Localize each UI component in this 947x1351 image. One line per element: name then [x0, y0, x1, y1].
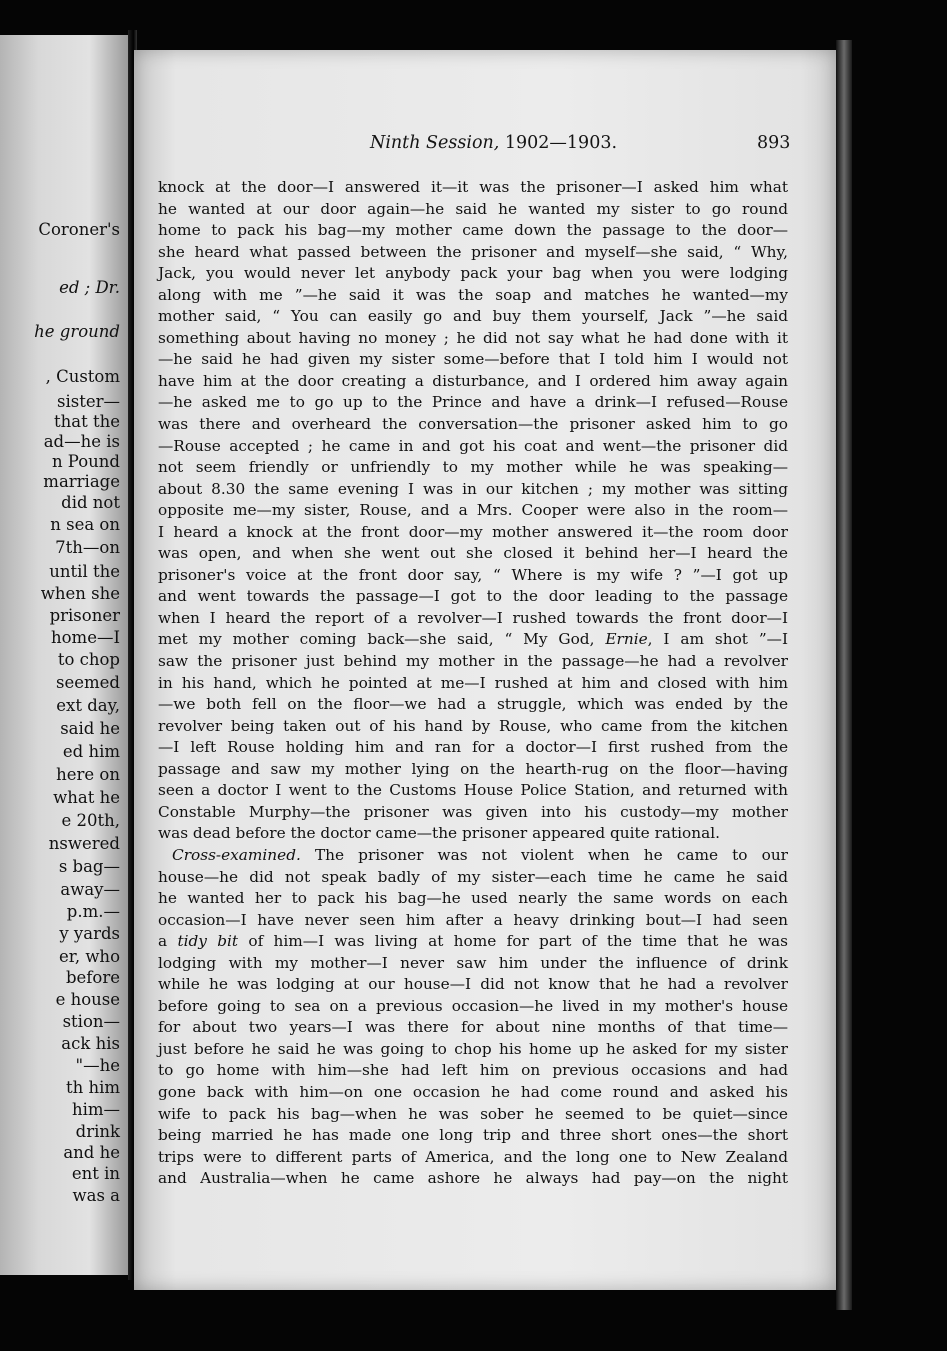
text-line: home to pack his bag—my mother came down the passage to the door—: [158, 221, 788, 240]
text-line: wife to pack his bag—when he was sober he seemed to be quiet—since: [158, 1104, 788, 1123]
text-line: mother said, “ You can easily go and buy them yourself, Jack ”—he said: [158, 307, 788, 326]
text-line: trips were to different parts of America, and the long one to New Zealand: [158, 1147, 788, 1166]
facing-page-line: s bag—: [58, 857, 120, 876]
text-line: for about two years—I was there for about nine months of that time—: [158, 1018, 788, 1037]
facing-page-line: , Custom: [45, 367, 120, 386]
text-line: just before he said he was going to chop his home up he asked for my sister: [158, 1039, 788, 1058]
text-line: and went towards the passage—I got to the door leading to the passage: [158, 587, 788, 606]
text-line: was there and overheard the conversation—the prisoner asked him to go: [158, 415, 788, 434]
facing-page-line: "—he: [75, 1056, 120, 1075]
text-line: Jack, you would never let anybody pack your bag when you were lodging: [158, 264, 788, 283]
text-line: —he said he had given my sister some—before that I told him I would not: [158, 350, 788, 369]
facing-page-line: y yards: [59, 924, 120, 943]
text-line: a tidy bit of him—I was living at home for part of the time that he was: [158, 932, 789, 951]
facing-page-line: and he: [63, 1143, 120, 1162]
text-line: lodging with my mother—I never saw him under the influence of drink: [158, 953, 788, 972]
text-line: —Rouse accepted ; he came in and got his coat and went—the prisoner did: [158, 436, 788, 455]
facing-page-line: ent in: [71, 1164, 120, 1183]
facing-page-line: here on: [56, 765, 120, 784]
running-title-session: Ninth Session,: [370, 133, 500, 153]
text-line: before going to sea on a previous occasion—he lived in my mother's house: [158, 996, 788, 1015]
facing-page-line: e 20th,: [61, 811, 120, 830]
text-line: met my mother coming back—she said, “ My God, Ernie, I am shot ”—I: [158, 630, 788, 649]
running-title-years: 1902—1903.: [499, 133, 618, 153]
text-line: in his hand, which he pointed at me—I rushed at him and closed with him: [158, 673, 788, 692]
page-body-text: [158, 177, 788, 1190]
facing-page-line: n sea on: [50, 515, 120, 534]
text-line: I heard a knock at the front door—my mother answered it—the room door: [158, 522, 788, 541]
facing-page-line: away—: [60, 880, 120, 899]
text-line: and Australia—when he came ashore he always had pay—on the night: [158, 1169, 788, 1188]
text-line: he wanted at our door again—he said he wanted my sister to go round: [158, 199, 788, 218]
text-line: Constable Murphy—the prisoner was given into his custody—my mother: [158, 802, 788, 821]
facing-page-line: said he: [60, 719, 120, 738]
facing-page-line: that the: [54, 412, 120, 431]
facing-page-line: e house: [55, 990, 120, 1009]
text-line: Cross-examined. The prisoner was not violent when he came to our: [172, 845, 788, 864]
facing-page-line: prisoner: [49, 606, 120, 625]
facing-page-line: ad—he is: [43, 432, 120, 451]
facing-page-line: him—: [71, 1100, 120, 1119]
text-line: house—he did not speak badly of my sister—each time he came he said: [158, 867, 788, 886]
text-line: about 8.30 the same evening I was in our kitchen ; my mother was sitting: [158, 479, 788, 498]
text-line: seen a doctor I went to the Customs House Police Station, and returned with: [158, 781, 788, 800]
facing-page-line: Coroner's: [38, 220, 120, 239]
running-header: [370, 133, 617, 153]
facing-page-line: sister—: [57, 392, 120, 411]
text-line: prisoner's voice at the front door say, “ Where is my wife ? ”—I got up: [158, 565, 788, 584]
facing-page-line: did not: [61, 493, 120, 512]
text-line: he wanted her to pack his bag—he used nearly the same words on each: [158, 889, 788, 908]
text-line: being married he has made one long trip and three short ones—the short: [158, 1126, 788, 1145]
facing-page-line: th him: [65, 1078, 120, 1097]
text-line: not seem friendly or unfriendly to my mother while he was speaking—: [158, 458, 788, 477]
text-line: saw the prisoner just behind my mother in the passage—he had a revolver: [158, 652, 788, 671]
facing-page-line: seemed: [56, 673, 120, 692]
text-line: —I left Rouse holding him and ran for a doctor—I first rushed from the: [158, 738, 788, 757]
facing-page-line: 7th—on: [55, 538, 120, 557]
text-line: —he asked me to go up to the Prince and have a drink—I refused—Rouse: [158, 393, 788, 412]
facing-page-line: ed ; Dr.: [59, 278, 120, 297]
text-line: knock at the door—I answered it—it was the prisoner—I asked him what: [158, 178, 788, 196]
facing-page-line: nswered: [48, 834, 120, 853]
facing-page-line: ack his: [61, 1034, 120, 1053]
facing-page-line: when she: [40, 584, 120, 603]
text-line: have him at the door creating a disturbance, and I ordered him away again: [158, 371, 788, 390]
text-line: —we both fell on the floor—we had a struggle, which was ended by the: [158, 695, 788, 714]
text-line: when I heard the report of a revolver—I rushed towards the front door—I: [158, 608, 788, 627]
facing-page-line: to chop: [57, 650, 120, 669]
facing-page-line: ed him: [62, 742, 120, 761]
facing-page-line: er, who: [58, 947, 120, 966]
facing-page-line: what he: [53, 788, 120, 807]
text-line: revolver being taken out of his hand by Rouse, who came from the kitchen: [158, 716, 788, 735]
page-edge: [836, 40, 852, 1310]
facing-page-line: was a: [72, 1186, 120, 1205]
facing-page-line: home—I: [51, 628, 120, 647]
facing-page-line: ext day,: [56, 696, 120, 715]
text-line: gone back with him—on one occasion he had come round and asked his: [158, 1082, 788, 1101]
facing-page-line: marriage: [43, 472, 120, 491]
facing-page-line: he ground: [34, 322, 120, 341]
text-line: along with me ”—he said it was the soap and matches he wanted—my: [158, 285, 788, 304]
facing-page-line: drink: [75, 1122, 120, 1141]
text-line: was dead before the doctor came—the prisoner appeared quite rational.: [158, 824, 720, 843]
text-line: while he was lodging at our house—I did not know that he had a revolver: [158, 975, 788, 994]
facing-page-line: until the: [49, 562, 120, 581]
facing-page-line: p.m.—: [66, 902, 120, 921]
text-line: passage and saw my mother lying on the hearth-rug on the floor—having: [158, 759, 788, 778]
text-line: opposite me—my sister, Rouse, and a Mrs. Cooper were also in the room—: [158, 501, 788, 520]
page-number: 893: [757, 133, 791, 153]
facing-page-line: stion—: [62, 1012, 120, 1031]
facing-page-line: before: [65, 968, 120, 987]
text-line: something about having no money ; he did not say what he had done with it: [158, 328, 788, 347]
facing-page: [0, 35, 128, 1275]
text-line: was open, and when she went out she closed it behind her—I heard the: [158, 544, 788, 563]
facing-page-line: n Pound: [51, 452, 120, 471]
text-line: to go home with him—she had left him on previous occasions and had: [158, 1061, 788, 1080]
text-line: occasion—I have never seen him after a heavy drinking bout—I had seen: [158, 910, 788, 929]
text-line: she heard what passed between the prisoner and myself—she said, “ Why,: [158, 242, 788, 261]
